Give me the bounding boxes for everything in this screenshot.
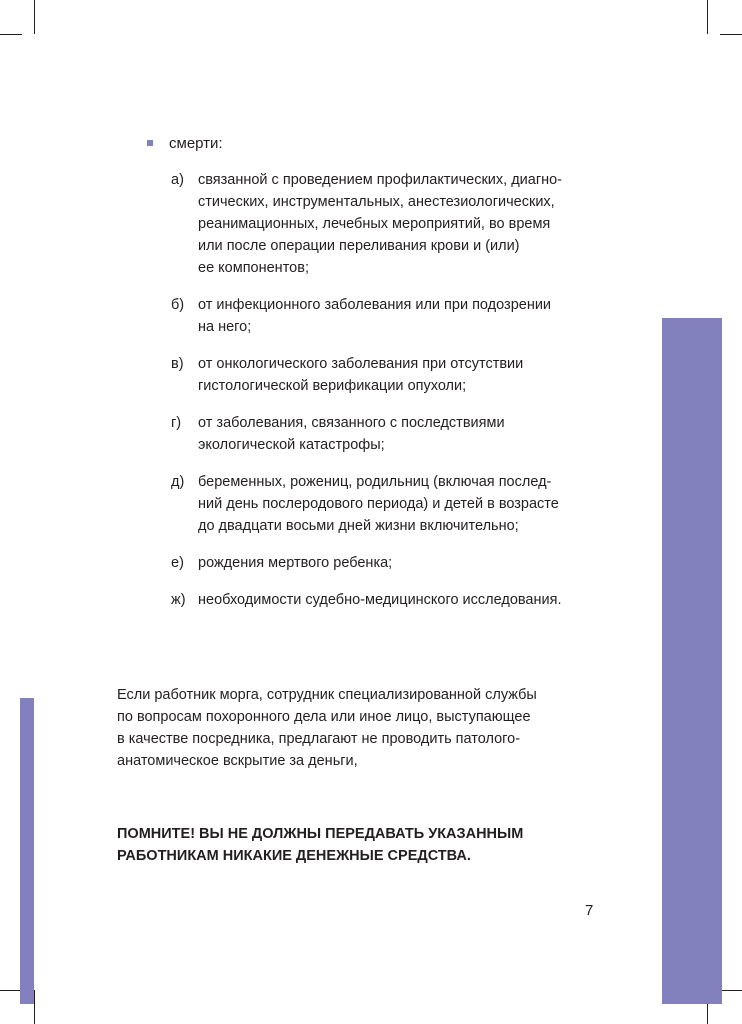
list-item-text	[198, 169, 611, 279]
list-item-text	[198, 412, 611, 456]
crop-mark	[720, 34, 742, 35]
text-line: ее компонентов;	[198, 260, 309, 276]
list-item	[171, 412, 611, 456]
list-item-text	[198, 294, 611, 338]
crop-mark	[0, 34, 22, 35]
body-paragraph	[117, 684, 597, 772]
accent-bar-right	[662, 318, 722, 1004]
list-item-text	[198, 471, 611, 537]
text-line: стических, инструментальных, анестезиологических,	[198, 194, 555, 210]
list-item-letter: б)	[171, 297, 185, 313]
bullet-label: смерти:	[169, 135, 223, 152]
accent-bar-left	[20, 698, 34, 1004]
list-item	[171, 589, 611, 611]
text-line: на него;	[198, 319, 252, 335]
text-line: ний день послеродового периода) и детей в возрасте	[198, 496, 559, 512]
list-item-letter: е)	[171, 555, 184, 571]
text-line: экологической катастрофы;	[198, 437, 385, 453]
crop-mark	[707, 0, 708, 34]
text-line: беременных, рожениц, родильниц (включая послед-	[198, 474, 552, 490]
list-item-text	[198, 552, 611, 574]
list-item-letter: г)	[171, 415, 182, 431]
text-line: необходимости судебно-медицинского исследования.	[198, 592, 562, 608]
list-item-letter: ж)	[171, 592, 186, 608]
text-line: связанной с проведением профилактических, диагно-	[198, 172, 563, 188]
list-item	[171, 471, 611, 537]
list-item	[171, 353, 611, 397]
text-line: от заболевания, связанного с последствиями	[198, 415, 505, 431]
warning-text	[117, 823, 597, 867]
list-item-text	[198, 353, 611, 397]
bullet-square-icon	[147, 140, 153, 146]
text-line: по вопросам похоронного дела или иное лицо, выступающее	[117, 709, 531, 725]
crop-mark	[720, 990, 742, 991]
page-number: 7	[585, 902, 594, 919]
text-line: Если работник морга, сотрудник специализированной службы	[117, 687, 537, 703]
text-line: от онкологического заболевания при отсутствии	[198, 356, 524, 372]
crop-mark	[0, 990, 22, 991]
crop-mark	[34, 990, 35, 1024]
list-item-letter: а)	[171, 172, 184, 188]
list-item-letter: в)	[171, 356, 184, 372]
list-item	[171, 294, 611, 338]
text-line: гистологической верификации опухоли;	[198, 378, 467, 394]
list-item	[171, 552, 611, 574]
text-line: РАБОТНИКАМ НИКАКИЕ ДЕНЕЖНЫЕ СРЕДСТВА.	[117, 848, 471, 864]
text-line: анатомическое вскрытие за деньги,	[117, 753, 358, 769]
crop-mark	[34, 0, 35, 34]
text-line: в качестве посредника, предлагают не проводить патолого-	[117, 731, 521, 747]
text-line: рождения мертвого ребенка;	[198, 555, 393, 571]
text-line: до двадцати восьми дней жизни включительно;	[198, 518, 519, 534]
text-line: или после операции переливания крови и (или)	[198, 238, 520, 254]
text-line: реанимационных, лечебных мероприятий, во время	[198, 216, 551, 232]
text-line: от инфекционного заболевания или при подозрении	[198, 297, 552, 313]
text-line: ПОМНИТЕ! ВЫ НЕ ДОЛЖНЫ ПЕРЕДАВАТЬ УКАЗАННЫМ	[117, 826, 524, 842]
list-item-letter: д)	[171, 474, 185, 490]
lettered-list	[171, 169, 611, 626]
bullet-heading	[147, 134, 223, 154]
list-item-text	[198, 589, 611, 611]
list-item	[171, 169, 611, 279]
